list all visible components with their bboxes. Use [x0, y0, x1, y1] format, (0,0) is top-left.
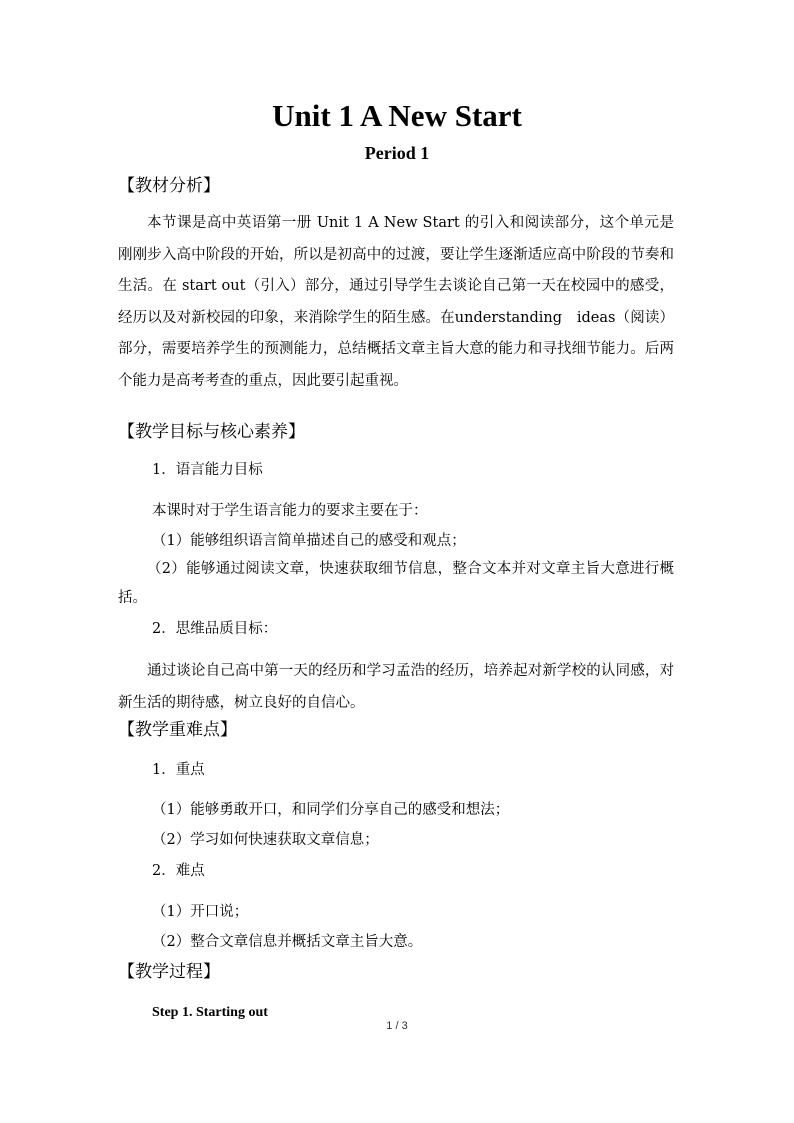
section-heading-analysis: 【教材分析】 — [118, 176, 220, 196]
section-heading-objectives: 【教学目标与核心素养】 — [118, 422, 305, 442]
key-point-1: （1）能够勇敢开口，和同学们分享自己的感受和想法； — [152, 802, 510, 818]
document-subtitle: Period 1 — [364, 143, 430, 163]
difficulties-item-key: 1．重点 — [152, 762, 205, 778]
section-heading-difficulties: 【教学重难点】 — [118, 720, 237, 740]
hard-point-1: （1）开口说； — [152, 904, 249, 920]
analysis-paragraph: 本节课是高中英语第一册 Unit 1 A New Start 的引入和阅读部分，这个单元是刚刚步入高中阶段的开始，所以是初高中的过渡，要让学生逐渐适应高中阶段的节奏和生活。在 start out（引入）部分，通过引导学生去谈论自己第一天在校园中的感受，经历以及对新校园的印象，来消除学生的陌生感。在understanding ideas（阅读）部分，需要培养学生的预测能力，总结概括文章主旨大意的能力和寻找细节能力。后两个能力是高考考查的重点，因此要引起重视。 — [118, 215, 674, 389]
document-title: Unit 1 A New Start — [272, 98, 522, 133]
objective-point-1: （1）能够组织语言简单描述自己的感受和观点； — [152, 533, 466, 549]
difficulties-item-hard: 2．难点 — [152, 863, 205, 879]
section-heading-process: 【教学过程】 — [118, 962, 220, 982]
page-number: 1 / 3 — [386, 1020, 408, 1032]
hard-point-2: （2）整合文章信息并概括文章主旨大意。 — [152, 934, 423, 950]
objective-intro: 本课时对于学生语言能力的要求主要在于： — [152, 503, 428, 519]
key-point-2: （2）学习如何快速获取文章信息； — [152, 832, 379, 848]
objective-item-thinking: 2．思维品质目标： — [152, 621, 278, 637]
objective-paragraph: 通过谈论自己高中第一天的经历和学习孟浩的经历，培养起对新学校的认同感，对新生活的期待感，树立良好的自信心。 — [118, 663, 674, 711]
step-1-title: Step 1. Starting out — [152, 1005, 268, 1020]
objective-point-2: （2）能够通过阅读文章，快速获取细节信息，整合文本并对文章主旨大意进行概括。 — [118, 561, 674, 606]
objective-item-language: 1．语言能力目标 — [152, 462, 263, 478]
